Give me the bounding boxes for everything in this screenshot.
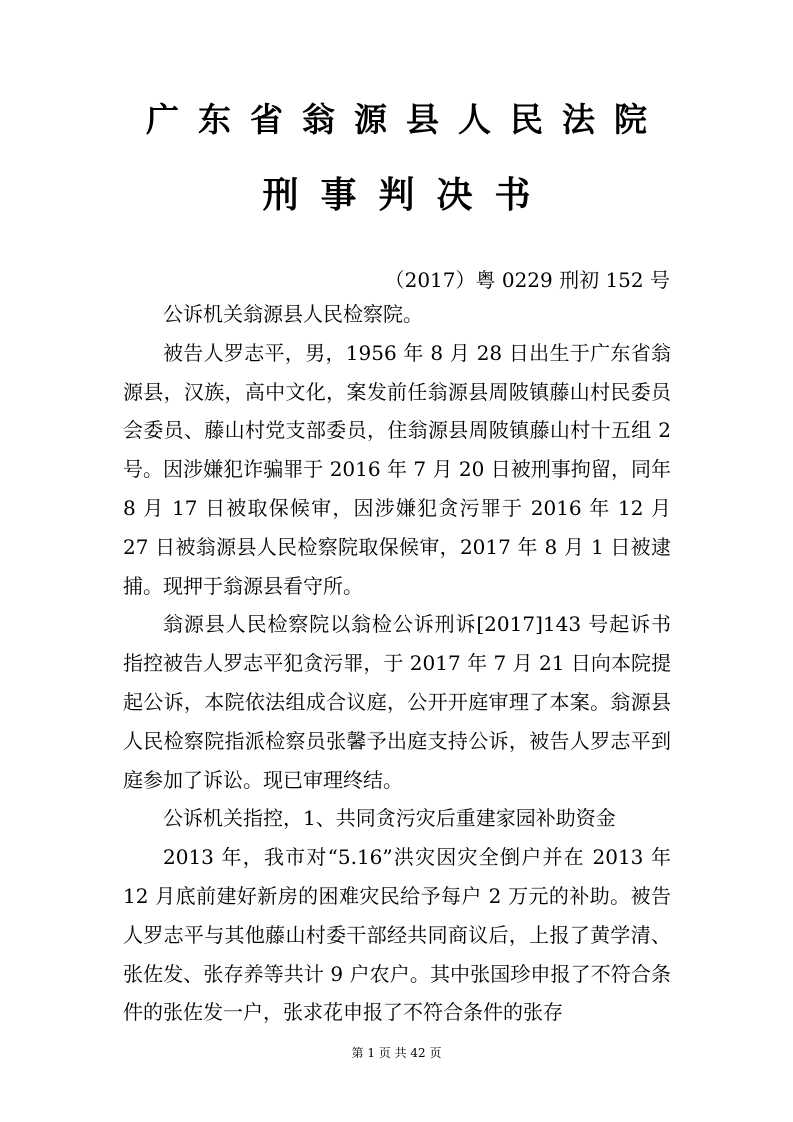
case-number: （2017）粤 0229 刑初 152 号 [384, 268, 670, 292]
page-footer: 第 1 页 共 42 页 [351, 1046, 442, 1060]
paragraph-charge-detail: 2013 年，我市对“5.16”洪灾因灾全倒户并在 2013 年 12 月底前建好新房的困难灾民给予每户 2 万元的补助。被告人罗志平与其他藤山村委干部经共同商议后，上报了黄学清、张佐发、张存养等共计 9 户农户。其中张国珍申报了不符合条件的张佐发一户，张求花申报了不符合条件的张存 [123, 845, 671, 1025]
paragraph-defendant: 被告人罗志平，男，1956 年 8 月 28 日出生于广东省翁源县，汉族，高中文化，案发前任翁源县周陂镇藤山村民委员会委员、藤山村党支部委员，住翁源县周陂镇藤山村十五组 2 号。因涉嫌犯诈骗罪于 2016 年 7 月 20 日被刑事拘留，同年 8 月 17 日被取保候审，因涉嫌犯贪污罪于 2016 年 12 月 27 日被翁源县人民检察院取保候审，2017 年 8 月 1 日被逮捕。现押于翁源县看守所。 [123, 340, 671, 598]
judgment-body [123, 295, 671, 1032]
paragraph-charge-heading: 公诉机关指控，1、共同贪污灾后重建家园补助资金 [163, 806, 616, 831]
document-title: 刑事判决书 [262, 175, 553, 216]
court-name: 广东省翁源县人民法院 [146, 100, 666, 139]
paragraph-procedure: 翁源县人民检察院以翁检公诉刑诉[2017]143 号起诉书指控被告人罗志平犯贪污罪，于 2017 年 7 月 21 日向本院提起公诉，本院依法组成合议庭，公开开庭审理了本案。翁源县人民检察院指派检察员张馨予出庭支持公诉，被告人罗志平到庭参加了诉讼。现已审理终结。 [123, 612, 671, 792]
paragraph-prosecutor: 公诉机关翁源县人民检察院。 [163, 302, 423, 326]
